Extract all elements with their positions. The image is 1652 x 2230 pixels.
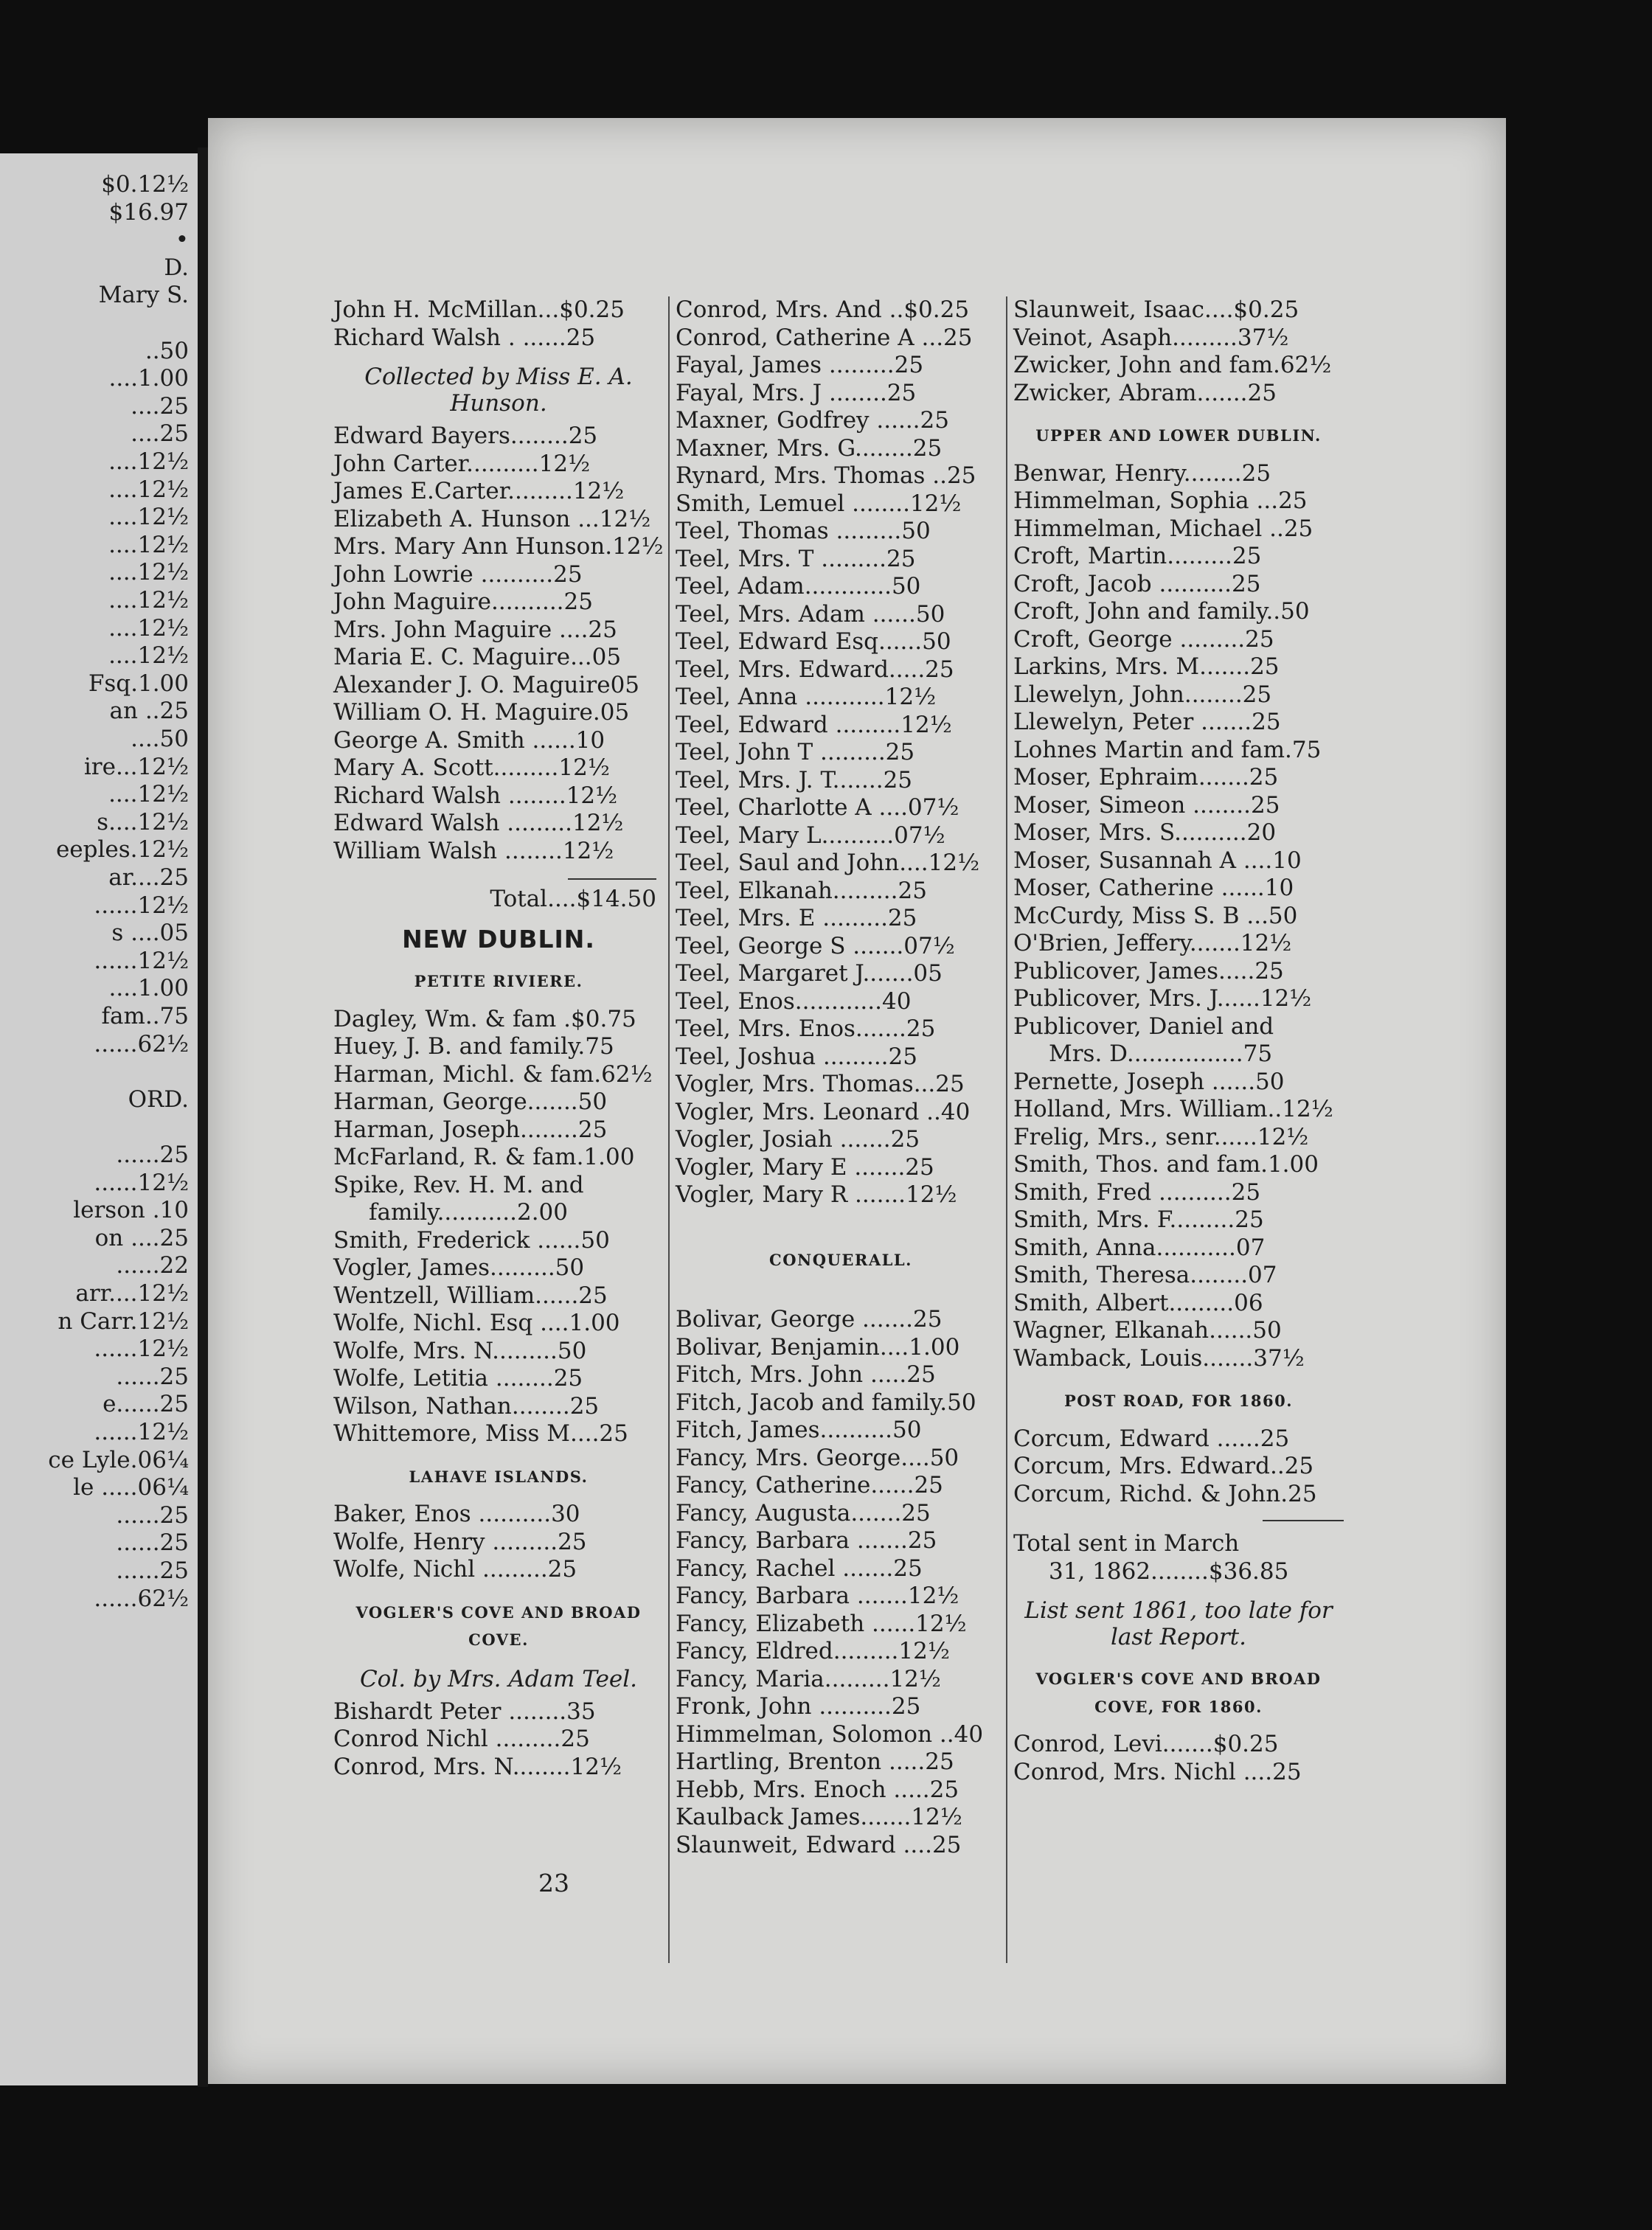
district-heading: NEW DUBLIN. xyxy=(402,924,595,954)
list-entry: Wolfe, Henry .........25 xyxy=(333,1528,587,1555)
heading-line: Hunson. xyxy=(450,390,547,417)
list-entry: Hartling, Brenton .....25 xyxy=(676,1748,954,1775)
list-entry: Wamback, Louis.......37½ xyxy=(1013,1344,1305,1372)
total-rule xyxy=(568,878,656,880)
list-entry: Rynard, Mrs. Thomas ..25 xyxy=(676,462,976,489)
list-entry: Teel, Saul and John....12½ xyxy=(676,850,980,876)
collector-heading xyxy=(1013,1597,1344,1650)
list-entry: Fancy, Maria.........12½ xyxy=(676,1665,941,1692)
list-entry: Smith, Fred ..........25 xyxy=(1013,1178,1261,1206)
list-entry: Fancy, Barbara .......25 xyxy=(676,1527,937,1554)
list-entry: Fayal, Mrs. J ........25 xyxy=(676,379,917,406)
fragment-line: arr....12½ xyxy=(75,1280,189,1307)
list-entry: Harman, Joseph........25 xyxy=(333,1116,608,1143)
list-entry: Teel, Charlotte A ....07½ xyxy=(676,794,959,821)
list-entry: Croft, George .........25 xyxy=(1013,625,1274,653)
list-entry: Fitch, Mrs. John .....25 xyxy=(676,1361,936,1388)
heading-line: UPPER AND LOWER DUBLIN. xyxy=(1035,426,1322,445)
column-1 xyxy=(333,296,664,1781)
fragment-line: ......25 xyxy=(116,1529,189,1557)
fragment-line: ....12½ xyxy=(108,781,189,808)
list-entry: Teel, Joshua .........25 xyxy=(676,1043,917,1070)
list-entry-continued: 31, 1862........$36.85 xyxy=(1049,1557,1289,1585)
section-heading xyxy=(333,1599,664,1654)
list-entry: Maxner, Mrs. G........25 xyxy=(676,434,943,462)
fragment-line: Fsq.1.00 xyxy=(88,670,189,697)
section-heading xyxy=(676,1246,1006,1274)
fragment-line: ....12½ xyxy=(108,559,189,586)
list-entry: Slaunweit, Edward ....25 xyxy=(676,1831,962,1858)
list-entry: Publicover, Mrs. J......12½ xyxy=(1013,985,1312,1012)
list-entry: Harman, George.......50 xyxy=(333,1088,608,1115)
list-entry: Richard Walsh ........12½ xyxy=(333,782,618,809)
fragment-line: ......62½ xyxy=(94,1030,189,1057)
list-entry: Vogler, Mrs. Leonard ..40 xyxy=(676,1098,971,1125)
list-entry: Moser, Mrs. S..........20 xyxy=(1013,819,1277,846)
list-entry: Edward Walsh .........12½ xyxy=(333,810,624,836)
heading-line: COVE. xyxy=(468,1630,529,1649)
heading-line: VOGLER'S COVE AND BROAD xyxy=(355,1602,642,1622)
list-entry: McFarland, R. & fam.1.00 xyxy=(333,1144,635,1170)
fragment-line: ......62½ xyxy=(94,1585,189,1612)
fragment-line: ce Lyle.06¼ xyxy=(48,1446,189,1473)
list-entry: Vogler, Mrs. Thomas...25 xyxy=(676,1071,965,1097)
book-gutter xyxy=(198,147,208,2087)
list-entry: Benwar, Henry........25 xyxy=(1013,459,1271,487)
list-entry: Wolfe, Letitia ........25 xyxy=(333,1365,583,1392)
list-entry: Fancy, Mrs. George....50 xyxy=(676,1444,959,1471)
list-entry: Mrs. John Maguire ....25 xyxy=(333,616,617,643)
list-entry: Conrod, Catherine A ...25 xyxy=(676,324,973,351)
fragment-line: ....12½ xyxy=(108,504,189,531)
list-entry: Bishardt Peter ........35 xyxy=(333,1698,596,1725)
total-line: Total....$14.50 xyxy=(490,886,656,912)
list-entry: Huey, J. B. and family.75 xyxy=(333,1033,614,1060)
total-rule xyxy=(1263,1520,1344,1521)
list-entry: McCurdy, Miss S. B ...50 xyxy=(1013,902,1298,929)
fragment-line: an ..25 xyxy=(109,698,189,725)
list-entry: Publicover, Daniel and xyxy=(1013,1012,1274,1040)
list-entry: Conrod Nichl .........25 xyxy=(333,1726,590,1752)
fragment-line: s....12½ xyxy=(97,808,189,836)
fragment-line: $0.12½ xyxy=(101,171,189,198)
list-entry: Himmelman, Solomon ..40 xyxy=(676,1720,984,1748)
fragment-line: ....12½ xyxy=(108,448,189,475)
heading-line: COVE, FOR 1860. xyxy=(1094,1697,1263,1716)
collector-heading xyxy=(333,364,664,417)
fragment-line: ..50 xyxy=(145,337,189,364)
list-entry: Dagley, Wm. & fam .$0.75 xyxy=(333,1005,636,1032)
list-entry: Corcum, Richd. & John.25 xyxy=(1013,1480,1317,1507)
list-entry: Maxner, Godfrey ......25 xyxy=(676,407,949,434)
list-entry: Croft, Jacob ..........25 xyxy=(1013,570,1261,597)
list-entry: Teel, George S .......07½ xyxy=(676,932,955,959)
list-entry: Holland, Mrs. William..12½ xyxy=(1013,1096,1333,1122)
list-entry: Llewelyn, John........25 xyxy=(1013,681,1272,708)
column-3 xyxy=(1013,296,1344,1786)
list-entry: Bolivar, George .......25 xyxy=(676,1306,943,1333)
fragment-line: fam..75 xyxy=(101,1003,189,1029)
list-entry: William Walsh ........12½ xyxy=(333,837,614,864)
list-entry: Smith, Mrs. F.........25 xyxy=(1013,1206,1264,1233)
list-entry: George A. Smith ......10 xyxy=(333,726,605,754)
section-heading xyxy=(333,1463,664,1491)
fragment-line: e......25 xyxy=(103,1391,189,1418)
heading-line: POST ROAD, FOR 1860. xyxy=(1063,1392,1294,1410)
list-entry: Wolfe, Nichl .........25 xyxy=(333,1556,577,1583)
list-entry: Richard Walsh . ......25 xyxy=(333,324,596,351)
fragment-line: ....1.00 xyxy=(108,365,189,392)
fragment-line: ar....25 xyxy=(108,864,189,891)
list-entry: Smith, Albert.........06 xyxy=(1013,1289,1263,1316)
fragment-line: ORD. xyxy=(128,1086,189,1113)
list-entry: Conrod, Mrs. Nichl ....25 xyxy=(1013,1758,1302,1785)
heading-line: last Report. xyxy=(1111,1624,1246,1650)
fragment-line: ......12½ xyxy=(94,1335,189,1363)
fragment-line: ......25 xyxy=(116,1142,189,1168)
section-heading xyxy=(333,968,664,996)
list-entry: Vogler, Josiah .......25 xyxy=(676,1126,920,1153)
list-entry: Edward Bayers........25 xyxy=(333,423,598,449)
fragment-line: ....1.00 xyxy=(108,975,189,1002)
list-entry: Smith, Theresa........07 xyxy=(1013,1262,1277,1288)
list-entry: Teel, Elkanah.........25 xyxy=(676,877,927,904)
list-entry: Fancy, Elizabeth ......12½ xyxy=(676,1610,967,1637)
list-entry: Croft, Martin.........25 xyxy=(1013,543,1262,569)
list-entry: Pernette, Joseph ......50 xyxy=(1013,1068,1285,1095)
heading-line: PETITE RIVIERE. xyxy=(414,972,583,990)
heading-line: LAHAVE ISLANDS. xyxy=(409,1467,589,1486)
list-entry: John Lowrie ..........25 xyxy=(333,560,583,588)
list-entry: Smith, Lemuel ........12½ xyxy=(676,490,962,517)
list-entry: Teel, Mrs. T .........25 xyxy=(676,545,916,572)
list-entry: John H. McMillan...$0.25 xyxy=(333,296,625,323)
list-entry: Total sent in March xyxy=(1013,1530,1240,1557)
list-entry: Alexander J. O. Maguire05 xyxy=(333,671,640,698)
list-entry: Teel, Mrs. Adam ......50 xyxy=(676,600,945,628)
fragment-line: ......12½ xyxy=(94,1169,189,1196)
fragment-line: ......12½ xyxy=(94,947,189,974)
spacer xyxy=(676,1284,1006,1306)
list-entry: O'Brien, Jeffery.......12½ xyxy=(1013,930,1292,956)
list-entry: Fancy, Augusta.......25 xyxy=(676,1499,931,1526)
fragment-line: ......12½ xyxy=(94,1419,189,1445)
list-entry: Spike, Rev. H. M. and xyxy=(333,1171,584,1198)
list-entry: Fitch, Jacob and family.50 xyxy=(676,1389,976,1416)
list-entry: Wilson, Nathan........25 xyxy=(333,1392,600,1420)
fragment-line: ......12½ xyxy=(94,892,189,919)
list-entry: Elizabeth A. Hunson ...12½ xyxy=(333,505,651,532)
list-entry: Frelig, Mrs., senr......12½ xyxy=(1013,1123,1309,1150)
list-entry: Lohnes Martin and fam.75 xyxy=(1013,736,1322,763)
list-entry: Moser, Simeon ........25 xyxy=(1013,791,1280,819)
list-entry: Conrod, Levi.......$0.25 xyxy=(1013,1731,1279,1757)
list-entry: Croft, John and family..50 xyxy=(1013,598,1310,625)
list-entry: Fancy, Barbara .......12½ xyxy=(676,1583,959,1609)
list-entry: Larkins, Mrs. M.......25 xyxy=(1013,653,1280,680)
fragment-line: ire...12½ xyxy=(83,753,189,780)
heading-line: List sent 1861, too late for xyxy=(1024,1597,1333,1624)
list-entry: Fancy, Eldred.........12½ xyxy=(676,1638,950,1664)
list-entry: Maria E. C. Maguire...05 xyxy=(333,644,622,670)
column-2 xyxy=(676,296,1006,1859)
list-entry: Veinot, Asaph.........37½ xyxy=(1013,324,1289,351)
fragment-line: • xyxy=(175,226,189,254)
fragment-line: ....12½ xyxy=(108,642,189,670)
list-entry: Vogler, Mary E .......25 xyxy=(676,1153,934,1181)
list-entry: Llewelyn, Peter .......25 xyxy=(1013,709,1281,735)
document-page xyxy=(208,118,1506,2084)
page-number: 23 xyxy=(538,1869,569,1897)
column-rule xyxy=(1006,296,1007,1963)
list-entry: Teel, Mrs. Edward.....25 xyxy=(676,656,954,683)
fragment-line: ......25 xyxy=(116,1501,189,1529)
fragment-line: on ....25 xyxy=(94,1224,189,1251)
list-entry: Wagner, Elkanah......50 xyxy=(1013,1317,1282,1344)
list-entry: Zwicker, Abram.......25 xyxy=(1013,379,1277,406)
list-entry: Teel, Thomas .........50 xyxy=(676,518,931,544)
spacer xyxy=(676,1209,1006,1232)
list-entry: Kaulback James.......12½ xyxy=(676,1804,962,1830)
list-entry: Teel, Adam............50 xyxy=(676,573,921,600)
list-entry-continued: family...........2.00 xyxy=(369,1199,568,1226)
list-entry: Harman, Michl. & fam.62½ xyxy=(333,1060,653,1088)
heading-line: VOGLER'S COVE AND BROAD xyxy=(1035,1670,1322,1688)
list-entry: John Carter..........12½ xyxy=(333,450,591,477)
list-entry: Teel, Mary L..........07½ xyxy=(676,822,945,849)
list-entry: John Maguire..........25 xyxy=(333,588,593,615)
list-entry: Slaunweit, Isaac....$0.25 xyxy=(1013,296,1299,323)
list-entry: Moser, Susannah A ....10 xyxy=(1013,847,1302,874)
fragment-line: lerson .10 xyxy=(73,1197,189,1224)
fragment-line: s ....05 xyxy=(111,920,189,947)
list-entry: Hebb, Mrs. Enoch .....25 xyxy=(676,1776,959,1803)
list-entry: Mary A. Scott.........12½ xyxy=(333,754,610,781)
heading-line: CONQUERALL. xyxy=(769,1250,912,1269)
fragment-line: Mary S. xyxy=(98,282,189,309)
list-entry: Himmelman, Sophia ...25 xyxy=(1013,487,1308,514)
list-entry: Teel, Mrs. J. T.......25 xyxy=(676,766,913,793)
heading-line: Collected by Miss E. A. xyxy=(364,364,633,390)
fragment-line: D. xyxy=(164,254,189,281)
list-entry-continued: Mrs. D................75 xyxy=(1049,1041,1273,1067)
list-entry: Teel, Margaret J.......05 xyxy=(676,960,943,987)
list-entry: Mrs. Mary Ann Hunson.12½ xyxy=(333,533,664,560)
fragment-line: n Carr.12½ xyxy=(58,1307,189,1335)
list-entry: Fronk, John ..........25 xyxy=(676,1693,921,1720)
list-entry: Wolfe, Nichl. Esq ....1.00 xyxy=(333,1310,620,1336)
list-entry: Smith, Frederick ......50 xyxy=(333,1226,610,1254)
fragment-line: eeples.12½ xyxy=(55,836,189,864)
list-entry: Teel, Edward Esq......50 xyxy=(676,628,951,655)
fragment-line: ....12½ xyxy=(108,587,189,614)
list-entry: Corcum, Edward ......25 xyxy=(1013,1425,1290,1452)
fragment-line: ......25 xyxy=(116,1557,189,1584)
list-entry: Whittemore, Miss M....25 xyxy=(333,1420,628,1447)
list-entry: Vogler, Mary R .......12½ xyxy=(676,1181,957,1208)
list-entry: Teel, John T .........25 xyxy=(676,739,915,765)
fragment-line: ....50 xyxy=(131,726,189,752)
fragment-line: $16.97 xyxy=(108,198,189,226)
fragment-line: ....25 xyxy=(131,420,189,448)
fragment-line: ......22 xyxy=(116,1252,189,1279)
list-entry: James E.Carter.........12½ xyxy=(333,478,625,504)
fragment-line: ....12½ xyxy=(108,531,189,558)
list-entry: Zwicker, John and fam.62½ xyxy=(1013,352,1332,378)
section-heading xyxy=(1013,1665,1344,1720)
list-entry: Teel, Anna ...........12½ xyxy=(676,684,937,710)
column-rule xyxy=(668,296,670,1963)
fragment-line: ....25 xyxy=(131,392,189,420)
list-entry: Bolivar, Benjamin....1.00 xyxy=(676,1333,960,1361)
left-page-fragment xyxy=(0,153,198,2085)
collector-heading xyxy=(333,1666,664,1692)
list-entry: Moser, Ephraim.......25 xyxy=(1013,764,1279,791)
list-entry: Smith, Anna...........07 xyxy=(1013,1234,1266,1261)
list-entry: Conrod, Mrs. N........12½ xyxy=(333,1753,622,1780)
list-entry: Smith, Thos. and fam.1.00 xyxy=(1013,1151,1319,1178)
section-heading xyxy=(1013,1387,1344,1415)
list-entry: Corcum, Mrs. Edward..25 xyxy=(1013,1453,1314,1479)
list-entry: Wentzell, William......25 xyxy=(333,1282,608,1309)
list-entry: Fayal, James .........25 xyxy=(676,352,924,378)
heading-line: Col. by Mrs. Adam Teel. xyxy=(359,1665,638,1692)
list-entry: Fitch, James..........50 xyxy=(676,1417,922,1443)
list-entry: Publicover, James.....25 xyxy=(1013,957,1284,984)
section-heading xyxy=(1013,422,1344,450)
list-entry: Vogler, James.........50 xyxy=(333,1254,585,1281)
list-entry: Teel, Mrs. Enos.......25 xyxy=(676,1015,936,1042)
list-entry: Baker, Enos ..........30 xyxy=(333,1501,580,1527)
list-entry: Himmelman, Michael ..25 xyxy=(1013,515,1313,542)
fragment-line: ....12½ xyxy=(108,614,189,642)
list-entry: Moser, Catherine ......10 xyxy=(1013,875,1294,901)
fragment-line: le .....06¼ xyxy=(73,1474,189,1501)
list-entry: Fancy, Rachel .......25 xyxy=(676,1555,923,1582)
list-entry: Teel, Enos............40 xyxy=(676,987,912,1015)
list-entry: Conrod, Mrs. And ..$0.25 xyxy=(676,296,970,323)
fragment-line: ....12½ xyxy=(108,476,189,503)
list-entry: Teel, Mrs. E .........25 xyxy=(676,905,917,931)
list-entry: Wolfe, Mrs. N.........50 xyxy=(333,1337,587,1364)
list-entry: William O. H. Maguire.05 xyxy=(333,699,630,726)
list-entry: Teel, Edward .........12½ xyxy=(676,711,952,738)
list-entry: Fancy, Catherine......25 xyxy=(676,1472,943,1498)
fragment-line: ......25 xyxy=(116,1363,189,1390)
